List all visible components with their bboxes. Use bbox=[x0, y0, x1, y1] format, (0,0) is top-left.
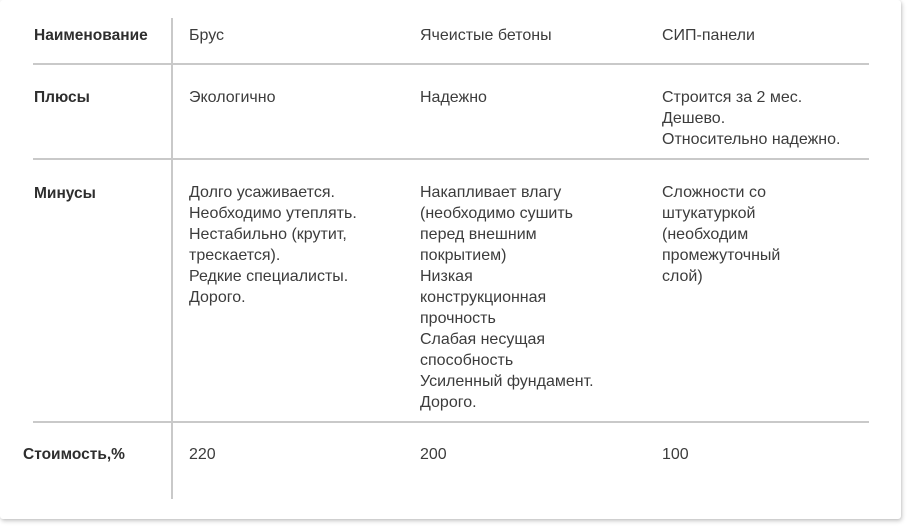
pros-label: Плюсы bbox=[34, 89, 90, 106]
column-divider bbox=[171, 18, 173, 499]
cons-label: Минусы bbox=[34, 185, 96, 202]
cons-aerated-concrete: Накапливает влагу (необходимо сушить перед внешним покрытием) Низкая конструкционная прочность Слабая несущая способность Усиленный фундамент. Дорого. bbox=[420, 184, 594, 411]
cost-sip-panels: 100 bbox=[662, 446, 689, 463]
pros-timber: Экологично bbox=[189, 89, 276, 106]
header-col-aerated-concrete: Ячеистые бетоны bbox=[420, 27, 552, 44]
cost-label: Стоимость,% bbox=[23, 446, 125, 463]
cost-aerated-concrete: 200 bbox=[420, 446, 447, 463]
row-divider-cons bbox=[33, 421, 869, 423]
cons-sip-panels: Сложности со штукатуркой (необходим промежуточный слой) bbox=[662, 184, 781, 285]
pros-sip-panels: Строится за 2 мес. Дешево. Относительно надежно. bbox=[662, 89, 841, 148]
row-divider-header bbox=[33, 63, 869, 65]
cons-timber: Долго усаживается. Необходимо утеплять. Нестабильно (крутит, трескается). Редкие специалисты. Дорого. bbox=[189, 184, 357, 306]
cost-timber: 220 bbox=[189, 446, 216, 463]
pros-aerated-concrete: Надежно bbox=[420, 89, 487, 106]
header-col-timber: Брус bbox=[189, 27, 225, 44]
header-col-sip-panels: СИП-панели bbox=[662, 27, 755, 44]
header-label: Наименование bbox=[34, 27, 148, 44]
row-divider-pros bbox=[33, 158, 869, 160]
